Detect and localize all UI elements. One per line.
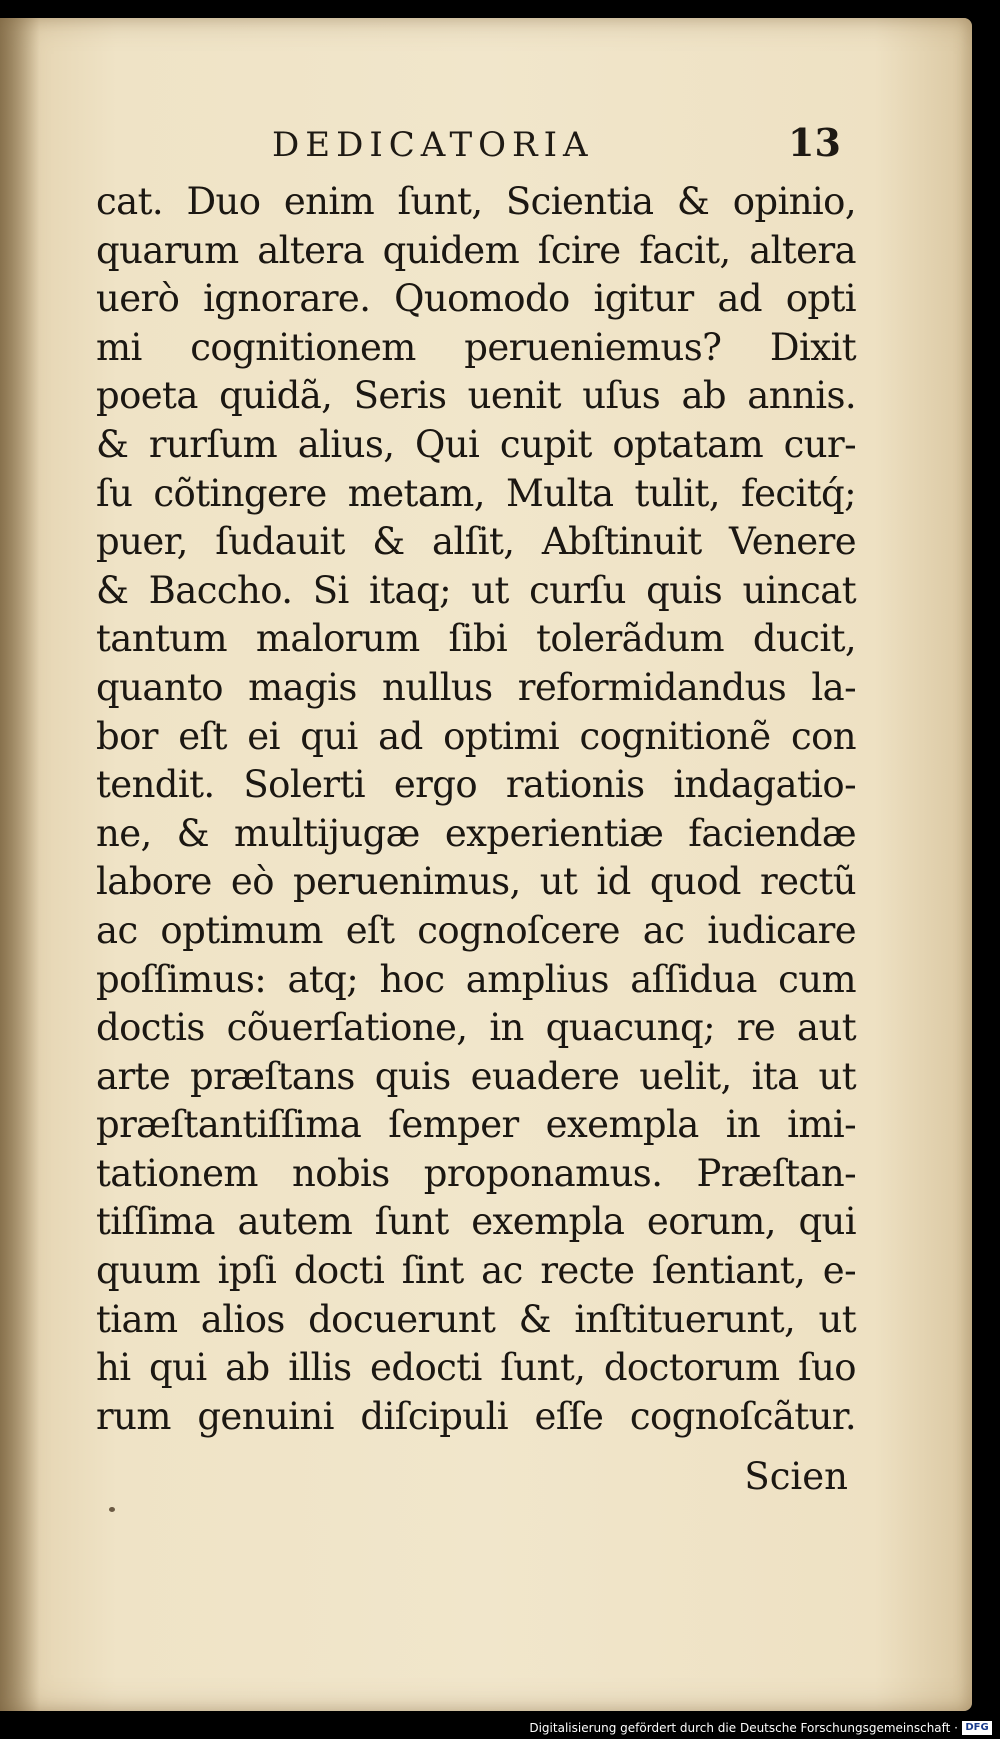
- text-line: & rurſum alius, Qui cupit optatam cur-: [96, 422, 856, 466]
- text-line: quum ipſi docti ſint ac recte ſentiant, e-: [96, 1249, 856, 1293]
- dfg-logo-icon: DFG: [962, 1721, 992, 1735]
- text-block: [96, 178, 856, 1441]
- text-line: quanto magis nullus reformidandus la-: [96, 665, 856, 709]
- text-line: tantum malorum ſibi tolerãdum ducit,: [96, 617, 856, 661]
- text-line: & Baccho. Si itaq; ut curſu quis uincat: [96, 568, 856, 612]
- text-line: tationem nobis proponamus. Præſtan-: [96, 1151, 856, 1195]
- text-line: doctis cõuerſatione, in quacunq; re aut: [96, 1006, 856, 1050]
- text-line: hi qui ab illis edocti ſunt, doctorum ſuo: [96, 1346, 856, 1390]
- text-line: præſtantiſſima ſemper exempla in imi-: [96, 1103, 856, 1147]
- page-number: 13: [788, 120, 841, 165]
- text-line: ac optimum eſt cognoſcere ac iudicare: [96, 908, 856, 952]
- text-line: mi cognitionem perueniemus? Dixit: [96, 325, 856, 369]
- text-line: poſſimus: atq; hoc amplius aſſidua cum: [96, 957, 856, 1001]
- text-line: bor eſt ei qui ad optimi cognitionẽ con: [96, 714, 856, 758]
- ink-speck: [109, 1507, 115, 1512]
- text-line: quarum altera quidem ſcire facit, altera: [96, 228, 856, 272]
- running-head: DEDICATORIA: [272, 125, 594, 165]
- funding-note: Digitalisierung gefördert durch die Deutsche Forschungsgemeinschaft ·: [529, 1721, 958, 1735]
- digitization-footer: [0, 1711, 1000, 1739]
- text-line: cat. Duo enim ſunt, Scientia & opinio,: [96, 180, 856, 223]
- catchword: Scien: [744, 1455, 848, 1498]
- book-page: [0, 18, 972, 1711]
- text-line: tiam alios docuerunt & inſtituerunt, ut: [96, 1297, 856, 1341]
- text-line: poeta quidã, Seris uenit uſus ab annis.: [96, 374, 856, 418]
- page-header: [0, 110, 972, 165]
- text-line: tiſſima autem ſunt exempla eorum, qui: [96, 1200, 856, 1244]
- text-line: uerò ignorare. Quomodo igitur ad opti: [96, 277, 856, 321]
- text-line: ſu cõtingere metam, Multa tulit, fecitq́;: [96, 471, 856, 515]
- text-line: tendit. Solerti ergo rationis indagatio-: [96, 763, 856, 807]
- text-line: ne, & multijugæ experientiæ faciendæ: [96, 811, 856, 855]
- text-line: arte præſtans quis euadere uelit, ita ut: [96, 1054, 856, 1098]
- text-line: rum genuini diſcipuli eſſe cognoſcãtur.: [96, 1394, 856, 1438]
- text-line: puer, ſudauit & alſit, Abſtinuit Venere: [96, 520, 856, 564]
- text-line: labore eò peruenimus, ut id quod rectũ: [96, 860, 856, 904]
